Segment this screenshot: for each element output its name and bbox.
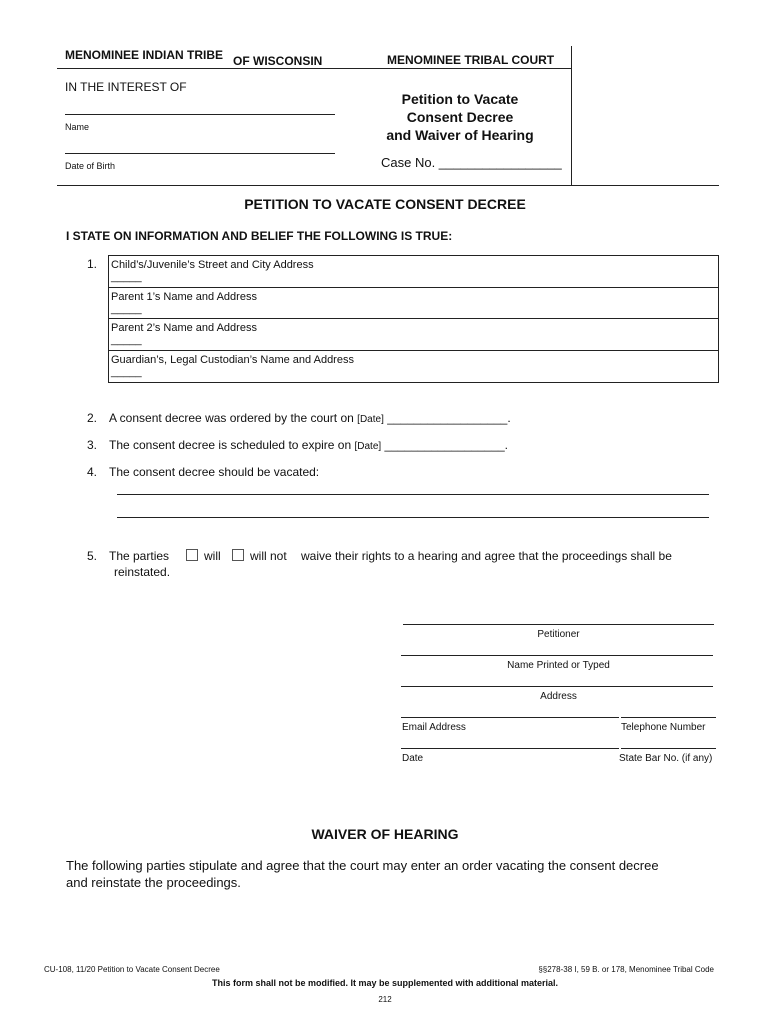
will-not-label: will not — [250, 549, 287, 563]
waiver-text-line1: The following parties stipulate and agree that the court may enter an order vacating the consent decree — [66, 858, 659, 873]
state-bar-line[interactable] — [621, 748, 716, 749]
item-3-blank[interactable]: __________________. — [384, 438, 508, 452]
email-line[interactable] — [401, 717, 619, 718]
dob-field-line[interactable] — [65, 153, 335, 154]
date-label: Date — [402, 753, 424, 764]
will-not-checkbox[interactable] — [232, 549, 244, 561]
petition-heading: PETITION TO VACATE CONSENT DECREE — [244, 196, 526, 212]
vacate-reason-line-2[interactable] — [117, 517, 709, 518]
form-title-line1: Petition to Vacate — [401, 91, 519, 107]
form-title-line2: Consent Decree — [406, 109, 514, 125]
header-bottom-rule — [57, 185, 719, 186]
header-vertical-rule — [571, 46, 572, 186]
waiver-heading: WAIVER OF HEARING — [311, 826, 459, 842]
tribe-name-right: OF WISCONSIN — [233, 54, 323, 68]
item-2-text: A consent decree was ordered by the court on — [109, 411, 354, 425]
party-label: Parent 1’s Name and Address — [111, 290, 257, 303]
item-3-date-field[interactable]: [Date] — [354, 441, 382, 452]
item-3-line — [109, 438, 508, 452]
item-4-number: 4. — [87, 465, 98, 479]
date-line[interactable] — [401, 748, 619, 749]
address-label: Address — [540, 691, 577, 702]
petitioner-label: Petitioner — [537, 629, 580, 640]
item-2-date-field[interactable]: [Date] — [357, 414, 384, 425]
code-reference: §§278-38 I, 59 B. or 178, Menominee Tribal Code — [538, 965, 714, 974]
case-number-field[interactable]: Case No. _________________ — [381, 155, 562, 170]
party-address-table — [108, 255, 719, 383]
item-4-text: The consent decree should be vacated: — [109, 465, 320, 479]
item-2-number: 2. — [87, 411, 98, 425]
state-bar-label: State Bar No. (if any) — [619, 753, 713, 764]
petitioner-signature-line[interactable] — [403, 624, 714, 625]
party-label: Child’s/Juvenile’s Street and City Address — [111, 259, 314, 271]
waiver-text-line2: and reinstate the proceedings. — [66, 875, 241, 890]
page-number: 212 — [378, 995, 392, 1004]
party-row-parent2[interactable] — [109, 319, 718, 351]
email-label: Email Address — [402, 722, 466, 733]
party-row-guardian[interactable] — [109, 351, 718, 383]
dob-label: Date of Birth — [65, 161, 116, 171]
item-2-blank[interactable]: __________________. — [387, 411, 511, 425]
item-5-rest: waive their rights to a hearing and agree that the proceedings shall be — [301, 549, 672, 563]
item-1-number: 1. — [87, 257, 98, 271]
name-printed-line[interactable] — [401, 655, 713, 656]
tribe-name-left: MENOMINEE INDIAN TRIBE — [65, 48, 224, 62]
header-top-rule — [57, 68, 571, 69]
telephone-line[interactable] — [621, 717, 716, 718]
in-interest-label: IN THE INTEREST OF — [65, 80, 187, 94]
item-2-line — [109, 411, 511, 425]
will-label: will — [204, 549, 221, 563]
party-row-parent1[interactable] — [109, 288, 718, 320]
name-field-line[interactable] — [65, 114, 335, 115]
party-blank: _____ — [111, 271, 142, 283]
belief-statement: I STATE ON INFORMATION AND BELIEF THE FOLLOWING IS TRUE: — [66, 229, 453, 243]
party-blank: _____ — [111, 365, 142, 378]
address-line[interactable] — [401, 686, 713, 687]
item-3-text: The consent decree is scheduled to expire on — [109, 438, 352, 452]
telephone-label: Telephone Number — [621, 722, 706, 733]
form-title — [380, 90, 540, 144]
name-label: Name — [65, 122, 90, 132]
form-id: CU-108, 11/20 Petition to Vacate Consent Decree — [44, 965, 220, 974]
court-name: MENOMINEE TRIBAL COURT — [387, 53, 555, 67]
party-blank: _____ — [111, 302, 142, 315]
party-label: Guardian’s, Legal Custodian’s Name and Address — [111, 353, 354, 366]
vacate-reason-line-1[interactable] — [117, 494, 709, 495]
item-5-line2: reinstated. — [114, 565, 171, 579]
will-checkbox[interactable] — [186, 549, 198, 561]
form-title-line3: and Waiver of Hearing — [386, 127, 534, 143]
name-printed-label: Name Printed or Typed — [507, 660, 610, 671]
item-5-lead: The parties — [109, 549, 170, 563]
party-blank: _____ — [111, 334, 142, 346]
item-3-number: 3. — [87, 438, 98, 452]
party-label: Parent 2’s Name and Address — [111, 322, 257, 334]
modification-notice: This form shall not be modified. It may be supplemented with additional material. — [211, 978, 559, 988]
item-5-number: 5. — [87, 549, 98, 563]
party-row-child[interactable] — [109, 256, 718, 288]
